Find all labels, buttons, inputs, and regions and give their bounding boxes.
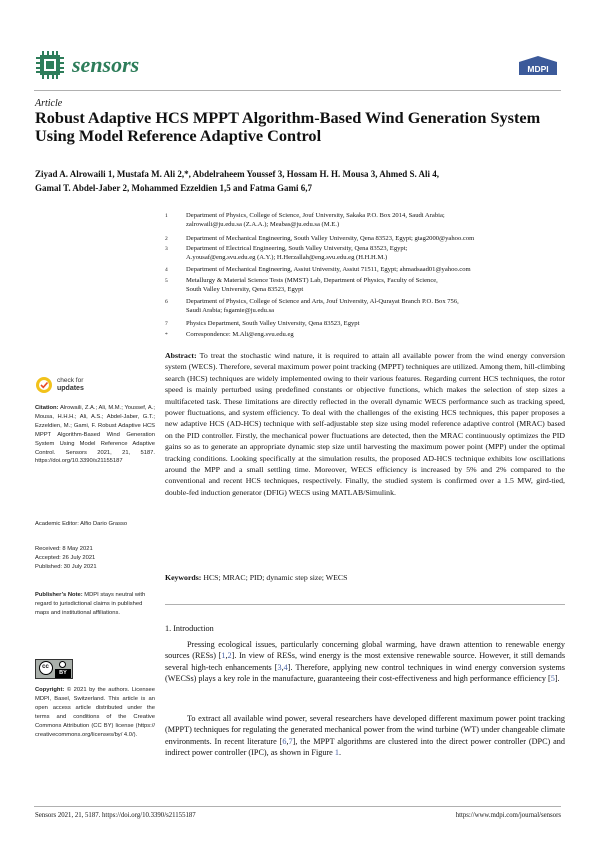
copyright	[35, 686, 155, 739]
correspondence: * Correspondence: M.Ali@eng.svu.edu.eg	[165, 331, 294, 338]
affiliation-7: 7 Physics Department, South Valley University, Qena 83523, Egypt	[165, 320, 360, 327]
affiliation-number: 3	[165, 246, 168, 252]
intro-paragraph-2: To extract all available wind power, several researchers have developed different maximum power point tracking (MPPT) techniques for regulating the generated mechanical power from the wind turbine (WT) under changeable climate environments. In recent literature [6,7], the MPPT algorithms are clustered into the direct power controller (DPC) and indirect power controller (IPC), as shown in Figure 1.	[165, 714, 565, 758]
attribution-person-icon	[59, 661, 66, 668]
mdpi-logo	[515, 55, 561, 79]
footer-journal-url[interactable]: https://www.mdpi.com/journal/sensors	[455, 812, 561, 819]
journal-logo	[35, 50, 65, 80]
published-date: Published: 30 July 2021	[35, 563, 97, 570]
reference-link[interactable]: 6	[282, 736, 287, 746]
affiliation-4: 4 Department of Mechanical Engineering, Assiut University, Assiut 71511, Egypt; ahmadsaad01@yahoo.com	[165, 266, 471, 273]
reference-link[interactable]: 2	[227, 651, 232, 661]
figure-link[interactable]: 1	[334, 748, 339, 758]
affiliation-1: 1 Department of Physics, College of Science, Jouf University, Sakaka P.O. Box 2014, Saudi Arabia; zalrowaili@ju.edu.sa (Z.A.A.); Meabas@ju.edu.sa (M.E.)	[165, 212, 445, 228]
abstract	[165, 350, 565, 498]
by-label-box: BY	[55, 669, 71, 678]
reference-link[interactable]: 4	[283, 662, 288, 672]
publisher-name: MDPI	[527, 64, 549, 74]
affiliation-number: 7	[165, 321, 168, 327]
publisher-note-text: MDPI stays neutral with regard to jurisdictional claims in published maps and institutional affiliations.	[35, 592, 146, 616]
received-date: Received: 8 May 2021	[35, 546, 93, 552]
chip-icon	[35, 50, 65, 80]
content-divider	[165, 604, 565, 605]
author-list	[35, 167, 565, 195]
affiliation-5: 5 Metallurgy & Material Science Tests (MMST) Lab, Department of Physics, Faculty of Science, South Valley University, Qena 83523, Egypt	[165, 277, 438, 293]
cc-by-badge[interactable]	[35, 659, 73, 679]
reference-link[interactable]: 3	[277, 662, 282, 672]
copyright-text: © 2021 by the authors. Licensee MDPI, Basel, Switzerland. This article is an open access article distributed under the terms and conditions of the Creative Commons Attribution (CC BY) license (https:// creativecommons.org/licenses/by/ 4.0/).	[35, 687, 155, 738]
reference-link[interactable]: 5	[550, 674, 555, 684]
header-divider	[34, 90, 561, 91]
keywords	[165, 573, 565, 582]
footer-divider	[34, 806, 561, 807]
affiliation-6: 6 Department of Physics, College of Science and Arts, Jouf University, Al-Qurayat Branch P.O. Box 756, Saudi Arabia; fsgamie@ju.edu.sa	[165, 298, 459, 314]
affiliation-number: 6	[165, 299, 168, 305]
publisher-note-label: Publisher’s Note:	[35, 592, 83, 598]
abstract-text: To treat the stochastic wind nature, it is required to attain all available power from the wind energy conversion system (WECS). Therefore, several maximum power point tracking (MPPT) techniques are utilized. Among them, hill-climbing search (HCS) techniques are widely implemented owing to their various features. Regarding current HCS techniques, the rotor speed is mainly perturbed using predefined constants or objective functions, which makes the selection of step sizes a multifaceted task. These limitations are directly reflected in the overall dynamic WECS performance such as tracking speed, power fluctuations, and system efficiency. To deal with the challenges of the existing HCS techniques, this paper proposes a new adaptive HCS (AD-HCS) technique with self-adjustable step size using model reference adaptive control (MRAC) based on the PID controller. Firstly, the mechanical power fluctuations are detected, then the MRAC continuously optimizes the PID gains so as to generate an appropriate dynamic step size until harvesting the maximum power point (MPP) under the optimal tracking conditions. Looking specifically at the simulation results, the proposed AD-HCS technique exhibits low oscillations around the MPP and a small settling time. Moreover, WECS efficiency is increased by 5% and 2% compared to the conventional and recent HCS techniques, respectively. Finally, the studied system is confirmed over a 1.5 MW, gird-tied, double-fed induction generator (DFIG) WECS using MATLAB/Simulink.	[165, 351, 566, 497]
affiliation-2: 2 Department of Mechanical Engineering, South Valley University, Qena 83523, Egypt; gtag2000@yahoo.com	[165, 235, 475, 242]
affiliation-3: 3 Department of Electrical Engineering, South Valley University, Qena 83523, Egypt; A.yousaf@eng.svu.edu.eg (A.Y.); H.Herzallah@eng.svu.edu.eg (H.H.H.M.)	[165, 245, 408, 261]
affiliation-number: 2	[165, 236, 168, 242]
journal-name: sensors	[72, 52, 140, 77]
copyright-label: Copyright:	[35, 687, 65, 693]
dates	[35, 545, 155, 572]
accepted-date: Accepted: 26 July 2021	[35, 554, 96, 561]
affiliation-number: 5	[165, 278, 168, 284]
affiliation-number: 4	[165, 267, 168, 273]
keywords-label: Keywords:	[165, 573, 202, 582]
affiliation-number: *	[165, 332, 168, 338]
abstract-label: Abstract:	[165, 351, 197, 360]
authors-line-1: Ziyad A. Alrowaili 1, Mustafa M. Ali 2,*, Abdelraheem Youssef 3, Hossam H. H. Mousa 3, Ahmed S. Ali 4,	[35, 169, 440, 179]
publisher-note	[35, 591, 155, 618]
check-updates-icon	[35, 376, 53, 394]
citation	[35, 404, 155, 466]
affiliation-number: 1	[165, 213, 168, 219]
article-type: Article	[35, 98, 63, 109]
authors-line-2: Gamal T. Abdel-Jaber 2, Mohammed Ezzeldien 1,5 and Fatma Gami 6,7	[35, 183, 312, 193]
footer-citation: Sensors 2021, 21, 5187. https://doi.org/10.3390/s21155187	[35, 812, 196, 819]
keywords-text: HCS; MRAC; PID; dynamic step size; WECS	[203, 573, 348, 582]
intro-paragraph-1: Pressing ecological issues, particularly concerning global warming, have drawn attention to renewable energy sources (RESs) [1,2]. In view of RESs, wind energy is the most extensive renewable source. However, it still demands several high-tech enhancements [3,4]. Therefore, applying new control techniques in wind energy conversion systems (WECSs) plays a key role in the manufacture, guaranteeing their cost-effectiveness and high performance efficiency [5].	[165, 640, 566, 684]
section-title: 1. Introduction	[165, 624, 214, 633]
reference-link[interactable]: 1	[221, 651, 226, 661]
academic-editor: Academic Editor: Alfio Dario Grasso	[35, 521, 128, 527]
check-for-updates-badge[interactable]: check for updates	[35, 375, 105, 397]
cc-icon: cc	[39, 661, 53, 675]
reference-link[interactable]: 7	[288, 736, 293, 746]
paper-title: Robust Adaptive HCS MPPT Algorithm-Based Wind Generation System Using Model Reference Adaptive Control	[35, 108, 541, 145]
citation-text: Alrowaili, Z.A.; Ali, M.M.; Youssef, A.; Mousa, H.H.H.; Ali, A.S.; Abdel-Jaber, G.T.; Ezzeldien, M.; Gami, F. Robust Adaptive HCS MPPT Algorithm-Based Wind Generation System Using Model Reference Adaptive Control. Sensors 2021, 21, 5187. https://doi.org/10.3390/s21155187	[35, 405, 155, 465]
citation-label: Citation:	[35, 405, 59, 411]
